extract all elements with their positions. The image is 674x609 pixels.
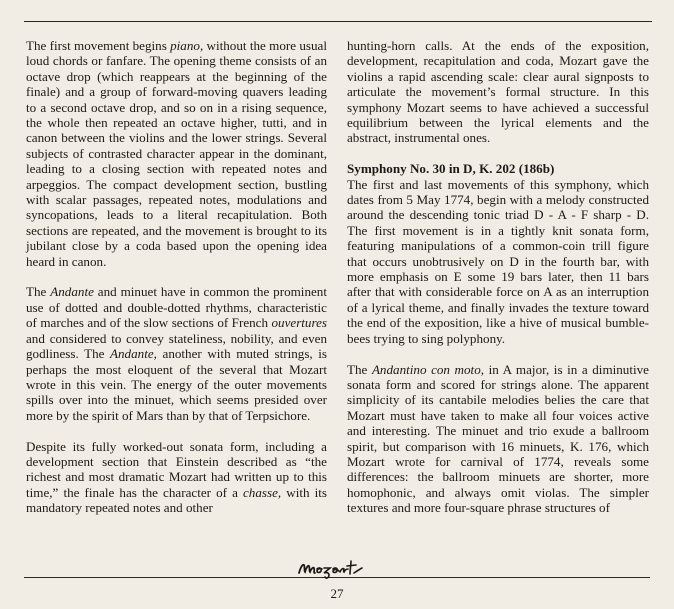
text-run: , without the more usual loud chords or fanfare. The opening theme consists of an octave drop (which reappears at the beginning of the finale) and a group of forward-moving quavers leading to a second octave drop, and so on in a rising sequence, the whole then repeated an octave higher, tutti, and in canon between the violins and the lower strings. Several subjects of contrasted character appear in the dominant, leading to a closing section with repeated notes and arpeggios. The compact development section, bustling with scalar passages, repeated notes, modulations and syncopations, leads to a literal recapitulation. Both sections are repeated, and the movement is brought to its jubilant close by a coda based upon the opening idea heard in canon. [26, 38, 327, 269]
italic-term: chasse, [242, 484, 282, 500]
text-run: in A major, is in a diminutive sonata form and scored for strings alone. The apparent simplicity of its cantabile melodies belies the care that Mozart must have taken to make all four voices active and interesting. The minuet and trio exude a ballroom spirit, but comparison with 16 minuets, K. 176, which Mozart wrote for carnival of 1774, reveals some differences: the ballroom minuets are shorter, more homophonic, and always omit violas. The simpler textures and more four-square phrase structures of [347, 361, 649, 516]
text-run: with its mandatory repeated notes and other [26, 484, 327, 516]
italic-term: piano [170, 38, 200, 53]
text-run: and minuet have in common the prominent use of dotted and double-dotted rhythms, characteristic of marches and of the slow sections of French [26, 284, 327, 331]
italic-term: Andante, [110, 346, 157, 362]
italic-term: ouvertures [271, 315, 327, 331]
paragraph-andantino [347, 362, 649, 516]
paragraph-first-movement [26, 38, 327, 269]
paragraph-andante-minuet [26, 284, 327, 423]
section-heading: Symphony No. 30 in D, K. 202 (186b) [347, 161, 555, 177]
right-column [347, 38, 649, 516]
mozart-signature-logo [296, 556, 376, 580]
paragraph-hunting-horn: hunting-horn calls. At the ends of the exposition, development, recapitulation and coda, Mozart gave the violins a rapid ascending scale: clear aural signposts to articulate the movement’s formal structure. In this symphony Mozart seems to have achieved a successful equilibrium between the lyrical elements and the abstract, instrumental ones. [347, 38, 649, 146]
paragraph-symphony-30: The first and last movements of this symphony, which dates from 5 May 1774, begin with a melody constructed around the descending tonic triad D - A - F sharp - D. The first movement is in a tightly knit sonata form, featuring manipulations of a common-coin trill figure that occurs unobtrusively on D in the fourth bar, with more emphasis on E some 19 bars later, then 11 bars after that with considerable force on A as an interruption of a lyrical theme, and finally invades the texture toward the end of the exposition, like a hive of musical bumble-bees trying to sing polyphony. [347, 176, 649, 346]
italic-term: Andante [50, 284, 94, 300]
text-run: Despite its fully worked-out sonata form, including a development section that Einstein described as “the richest and most dramatic Mozart had written up to this time,” the finale has the character of a [26, 438, 327, 500]
page-number: 27 [330, 586, 344, 601]
text-run: The first movement begins [26, 38, 171, 53]
left-column [26, 38, 327, 516]
text-run: and considered to convey stateliness, nobility, and even godliness. The [26, 330, 327, 362]
text-run: The [26, 284, 51, 300]
text-run: The [347, 361, 372, 377]
top-rule [24, 21, 652, 22]
italic-term: Andantino con moto, [371, 361, 485, 377]
text-run: another with muted strings, is perhaps the most eloquent of the several that Mozart wrote in this vein. The energy of the outer movements spills over into the minuet, which seems presided over more by the spirit of Mars than by that of Terpsichore. [26, 346, 327, 423]
paragraph-finale [26, 439, 327, 516]
